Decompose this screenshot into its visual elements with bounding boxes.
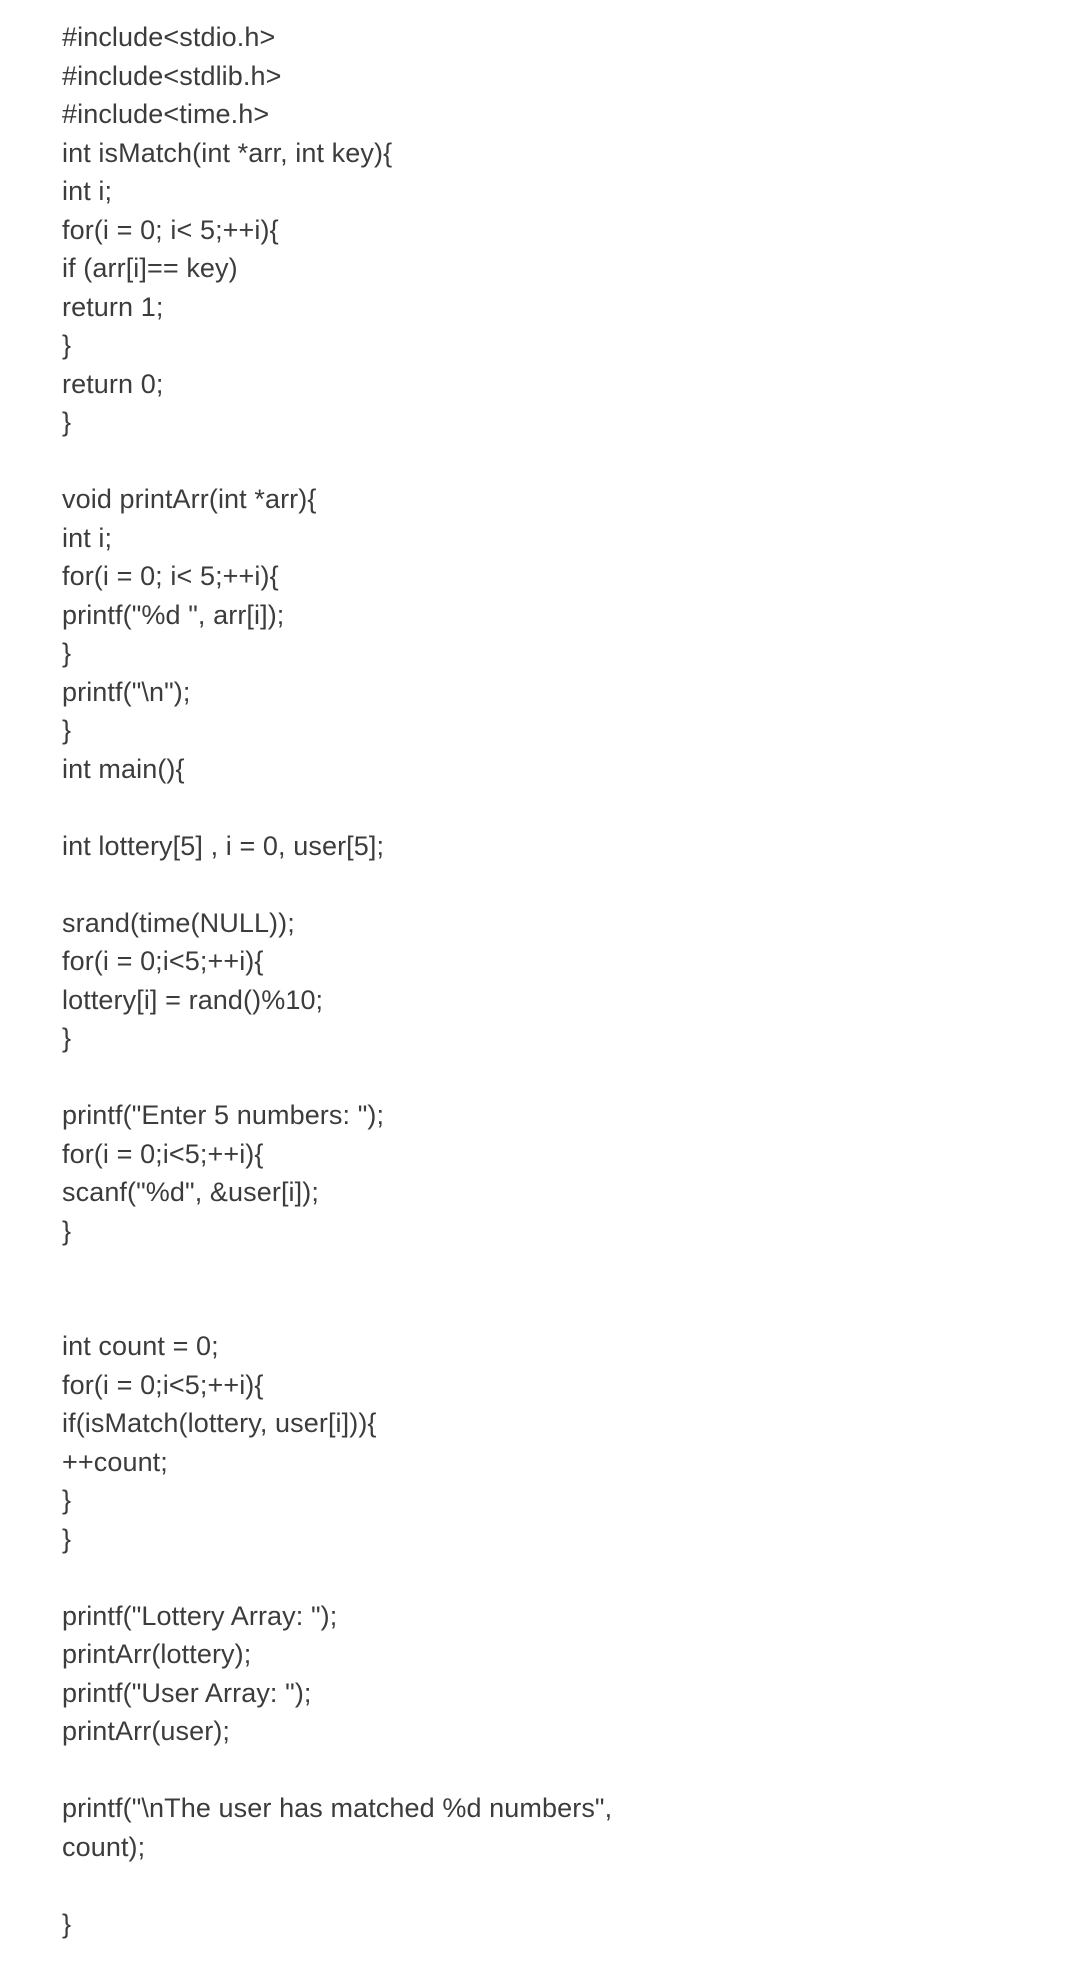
code-line bbox=[62, 1289, 1040, 1328]
code-line: } bbox=[62, 638, 72, 668]
code-listing bbox=[62, 18, 1040, 1943]
code-line: } bbox=[62, 1523, 72, 1554]
code-line: printf("User Array: "); bbox=[62, 1677, 312, 1708]
code-line: return 0; bbox=[62, 368, 164, 399]
code-line bbox=[62, 1558, 1040, 1597]
code-line: } bbox=[62, 1215, 72, 1246]
code-line: int isMatch(int *arr, int key){ bbox=[62, 137, 393, 168]
code-line: for(i = 0;i<5;++i){ bbox=[62, 946, 264, 976]
code-line bbox=[62, 1250, 1040, 1289]
code-line: for(i = 0; i< 5;++i){ bbox=[62, 561, 279, 591]
code-line: #include<stdio.h> bbox=[62, 22, 276, 52]
code-line: printf("Enter 5 numbers: "); bbox=[62, 1100, 385, 1130]
code-line: void printArr(int *arr){ bbox=[62, 484, 317, 514]
code-line bbox=[62, 1751, 1040, 1790]
code-line: } bbox=[62, 407, 72, 437]
code-line: printArr(lottery); bbox=[62, 1639, 252, 1669]
code-line: } bbox=[62, 1485, 72, 1515]
code-line bbox=[62, 865, 1040, 904]
code-line: return 1; bbox=[62, 291, 164, 322]
code-line: int i; bbox=[62, 522, 113, 553]
code-line: } bbox=[62, 715, 72, 745]
code-line bbox=[62, 1058, 1040, 1097]
code-line: int lottery[5] , i = 0, user[5]; bbox=[62, 830, 385, 861]
code-line: count); bbox=[62, 1831, 146, 1862]
code-line: } bbox=[62, 1023, 72, 1053]
code-line bbox=[62, 1866, 1040, 1905]
code-line: scanf("%d", &user[i]); bbox=[62, 1177, 319, 1207]
code-line: printf("\nThe user has matched %d numbers", bbox=[62, 1793, 613, 1823]
code-line: printf("\n"); bbox=[62, 676, 191, 707]
code-line bbox=[62, 788, 1040, 827]
code-line: int count = 0; bbox=[62, 1331, 219, 1361]
code-line bbox=[62, 442, 1040, 481]
code-line: for(i = 0; i< 5;++i){ bbox=[62, 214, 279, 245]
code-line: #include<stdlib.h> bbox=[62, 60, 282, 91]
code-line: ++count; bbox=[62, 1446, 168, 1477]
code-line: } bbox=[62, 330, 72, 360]
code-line: } bbox=[62, 1908, 72, 1939]
code-line: int i; bbox=[62, 176, 113, 206]
code-line: lottery[i] = rand()%10; bbox=[62, 984, 324, 1015]
code-line: for(i = 0;i<5;++i){ bbox=[62, 1138, 264, 1169]
code-line: if(isMatch(lottery, user[i])){ bbox=[62, 1408, 377, 1438]
code-line: printf("%d ", arr[i]); bbox=[62, 599, 285, 630]
code-line: if (arr[i]== key) bbox=[62, 253, 238, 283]
code-line: #include<time.h> bbox=[62, 99, 270, 129]
code-line: for(i = 0;i<5;++i){ bbox=[62, 1369, 264, 1400]
code-line: printf("Lottery Array: "); bbox=[62, 1600, 338, 1631]
code-line: printArr(user); bbox=[62, 1716, 231, 1746]
code-line: int main(){ bbox=[62, 753, 185, 784]
code-line: srand(time(NULL)); bbox=[62, 907, 295, 938]
